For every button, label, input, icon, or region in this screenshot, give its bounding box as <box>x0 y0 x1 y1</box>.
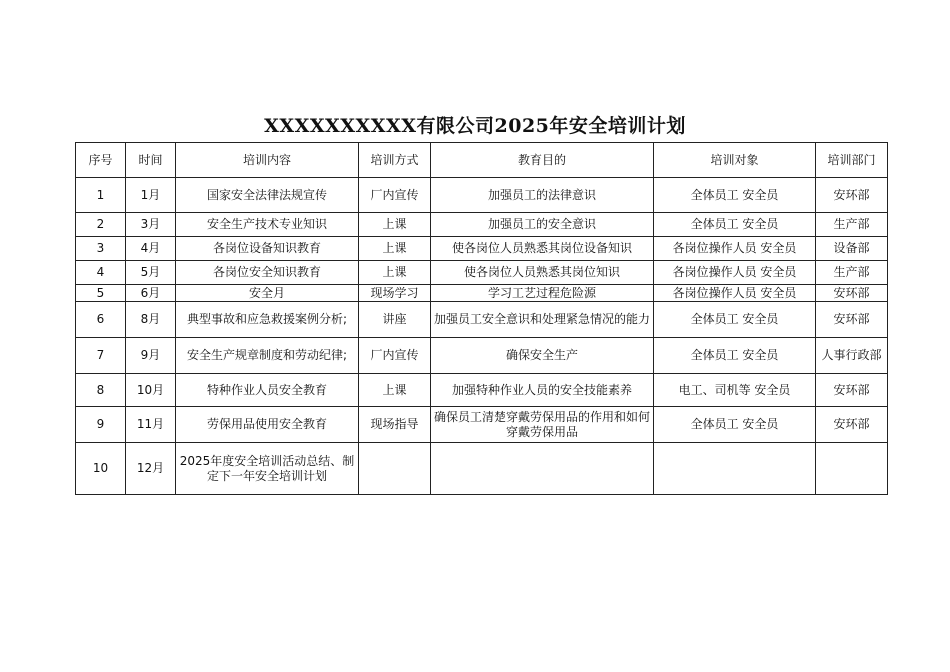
cell-goal: 使各岗位人员熟悉其岗位知识 <box>431 261 654 285</box>
cell-goal: 加强员工安全意识和处理紧急情况的能力 <box>431 302 654 338</box>
cell-method: 上课 <box>359 237 431 261</box>
header-method: 培训方式 <box>359 143 431 178</box>
table-row <box>76 407 888 443</box>
cell-target: 全体员工 安全员 <box>654 213 816 237</box>
cell-time: 1月 <box>126 178 176 213</box>
cell-seq: 2 <box>76 213 126 237</box>
cell-method: 厂内宣传 <box>359 178 431 213</box>
cell-time: 5月 <box>126 261 176 285</box>
cell-content: 国家安全法律法规宣传 <box>176 178 359 213</box>
cell-seq: 7 <box>76 338 126 374</box>
cell-goal: 加强员工的法律意识 <box>431 178 654 213</box>
header-seq: 序号 <box>76 143 126 178</box>
cell-time: 12月 <box>126 443 176 495</box>
cell-goal: 学习工艺过程危险源 <box>431 285 654 302</box>
cell-content: 2025年度安全培训活动总结、制定下一年安全培训计划 <box>176 443 359 495</box>
cell-goal: 确保员工清楚穿戴劳保用品的作用和如何穿戴劳保用品 <box>431 407 654 443</box>
cell-method: 厂内宣传 <box>359 338 431 374</box>
cell-content: 安全月 <box>176 285 359 302</box>
cell-method <box>359 443 431 495</box>
cell-method: 现场指导 <box>359 407 431 443</box>
cell-content: 安全生产规章制度和劳动纪律; <box>176 338 359 374</box>
cell-target: 各岗位操作人员 安全员 <box>654 261 816 285</box>
table-row <box>76 338 888 374</box>
cell-dept: 生产部 <box>816 261 888 285</box>
cell-time: 10月 <box>126 374 176 407</box>
cell-dept: 设备部 <box>816 237 888 261</box>
cell-dept: 安环部 <box>816 285 888 302</box>
cell-time: 9月 <box>126 338 176 374</box>
cell-time: 8月 <box>126 302 176 338</box>
cell-time: 4月 <box>126 237 176 261</box>
cell-seq: 8 <box>76 374 126 407</box>
table-row <box>76 237 888 261</box>
cell-time: 3月 <box>126 213 176 237</box>
page-title: XXXXXXXXXX有限公司2025年安全培训计划 <box>264 115 686 137</box>
cell-content: 特种作业人员安全教育 <box>176 374 359 407</box>
header-time: 时间 <box>126 143 176 178</box>
cell-dept: 安环部 <box>816 374 888 407</box>
cell-target: 全体员工 安全员 <box>654 302 816 338</box>
table-row <box>76 285 888 302</box>
cell-dept: 人事行政部 <box>816 338 888 374</box>
cell-target: 各岗位操作人员 安全员 <box>654 237 816 261</box>
cell-seq: 4 <box>76 261 126 285</box>
header-target: 培训对象 <box>654 143 816 178</box>
cell-time: 6月 <box>126 285 176 302</box>
cell-seq: 10 <box>76 443 126 495</box>
cell-dept: 安环部 <box>816 407 888 443</box>
cell-dept: 生产部 <box>816 213 888 237</box>
cell-content: 典型事故和应急救援案例分析; <box>176 302 359 338</box>
cell-dept: 安环部 <box>816 302 888 338</box>
cell-seq: 6 <box>76 302 126 338</box>
training-plan-table <box>75 142 888 495</box>
table-row <box>76 213 888 237</box>
cell-seq: 1 <box>76 178 126 213</box>
table-header-row <box>76 143 888 178</box>
cell-seq: 9 <box>76 407 126 443</box>
cell-dept: 安环部 <box>816 178 888 213</box>
header-goal: 教育目的 <box>431 143 654 178</box>
table-row <box>76 443 888 495</box>
table-row <box>76 302 888 338</box>
cell-dept <box>816 443 888 495</box>
header-content: 培训内容 <box>176 143 359 178</box>
cell-goal: 使各岗位人员熟悉其岗位设备知识 <box>431 237 654 261</box>
cell-method: 上课 <box>359 374 431 407</box>
cell-target: 各岗位操作人员 安全员 <box>654 285 816 302</box>
table-row <box>76 374 888 407</box>
cell-method: 上课 <box>359 213 431 237</box>
cell-target: 全体员工 安全员 <box>654 407 816 443</box>
cell-goal: 加强员工的安全意识 <box>431 213 654 237</box>
cell-target: 电工、司机等 安全员 <box>654 374 816 407</box>
cell-method: 上课 <box>359 261 431 285</box>
cell-seq: 5 <box>76 285 126 302</box>
cell-content: 各岗位设备知识教育 <box>176 237 359 261</box>
cell-goal <box>431 443 654 495</box>
table-row <box>76 261 888 285</box>
cell-content: 劳保用品使用安全教育 <box>176 407 359 443</box>
cell-goal: 确保安全生产 <box>431 338 654 374</box>
cell-target <box>654 443 816 495</box>
table-row <box>76 178 888 213</box>
cell-goal: 加强特种作业人员的安全技能素养 <box>431 374 654 407</box>
header-dept: 培训部门 <box>816 143 888 178</box>
cell-time: 11月 <box>126 407 176 443</box>
cell-target: 全体员工 安全员 <box>654 338 816 374</box>
cell-method: 现场学习 <box>359 285 431 302</box>
cell-method: 讲座 <box>359 302 431 338</box>
cell-seq: 3 <box>76 237 126 261</box>
cell-target: 全体员工 安全员 <box>654 178 816 213</box>
cell-content: 安全生产技术专业知识 <box>176 213 359 237</box>
cell-content: 各岗位安全知识教育 <box>176 261 359 285</box>
